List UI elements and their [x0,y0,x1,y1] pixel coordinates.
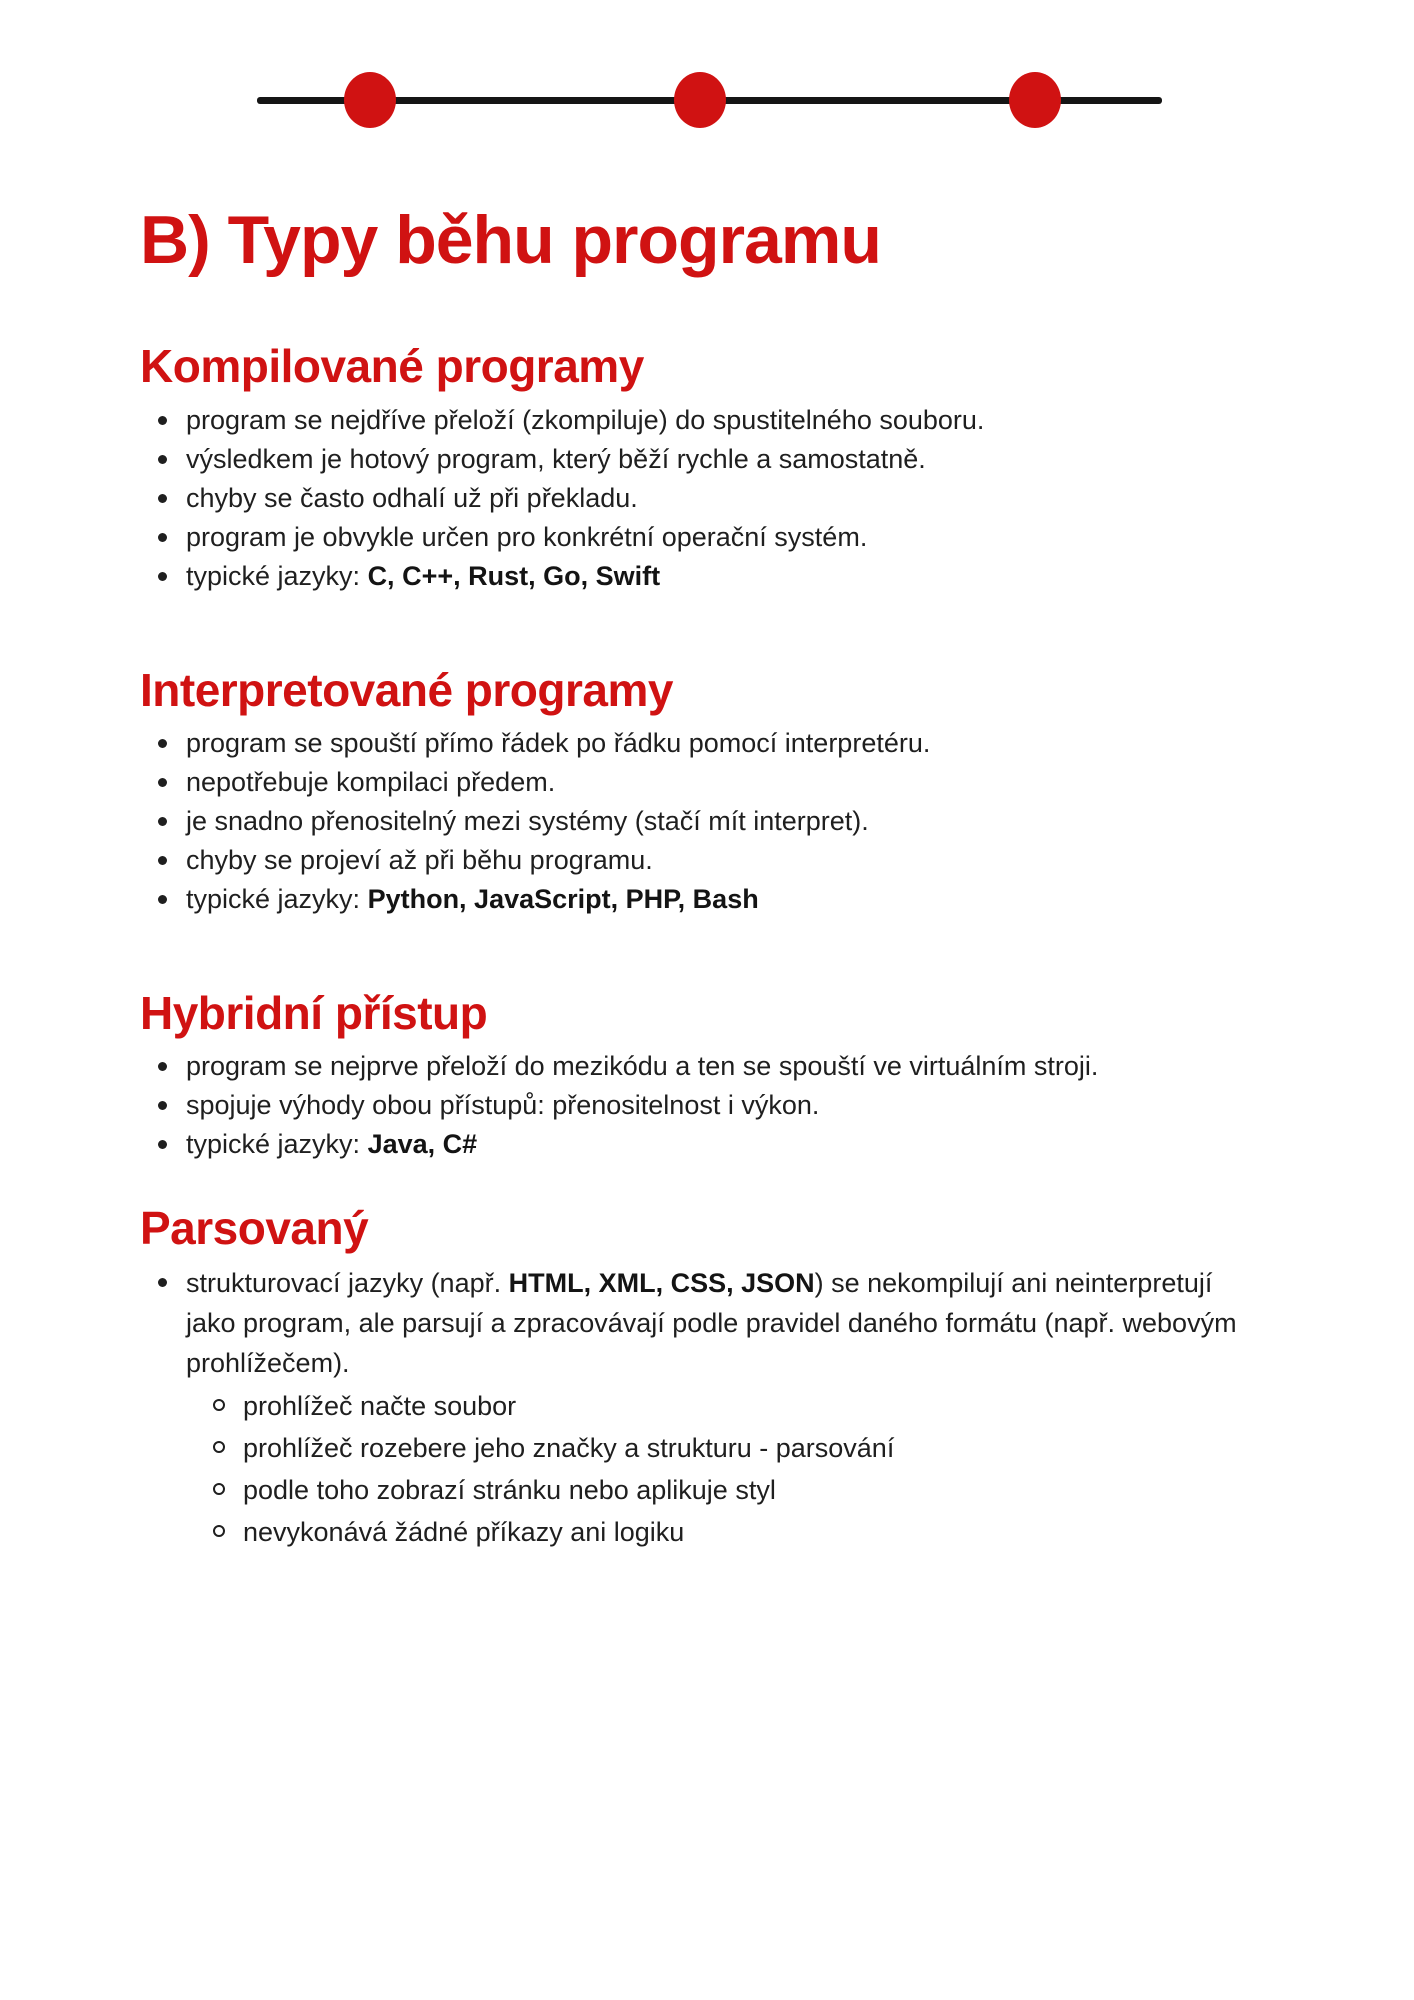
bullet-item: typické jazyky: C, C++, Rust, Go, Swift [140,557,1310,596]
bullet-list-hybridni [140,1047,1310,1164]
bullet-item: spojuje výhody obou přístupů: přenositelnost i výkon. [140,1086,1310,1125]
bullet-list-parsovany [140,1263,1310,1553]
typical-languages: Java, C# [367,1129,478,1160]
bullet-item: chyby se projeví až při běhu programu. [140,841,1310,880]
bullet-item: typické jazyky: Java, C# [140,1125,1310,1164]
typical-languages: Python, JavaScript, PHP, Bash [367,883,759,914]
bullet-list-interpretovane [140,724,1310,919]
bullet-item: program se nejprve přeloží do mezikódu a ten se spouští ve virtuálním stroji. [140,1047,1310,1086]
typical-languages: C, C++, Rust, Go, Swift [367,560,661,591]
timeline-red-dot [674,72,726,128]
section-heading-interpretovane: Interpretované programy [140,663,673,716]
sub-bullet-item: nevykonává žádné příkazy ani logiku [195,1511,1265,1553]
bullet-item: strukturovací jazyky (např. HTML, XML, CSS, JSON) se nekompilují ani neinterpretují jako program, ale parsují a zpracovávají podle pravidel daného formátu (např. webovým prohlížečem). prohlížeč načte soubor prohlížeč rozebere jeho značky a strukturu - parsování podle toho zobrazí stránku nebo aplikuje styl nevykonává žádné příkazy ani logiku [140,1263,1265,1553]
sub-bullet-item: podle toho zobrazí stránku nebo aplikuje styl [195,1469,1265,1511]
markup-languages: HTML, XML, CSS, JSON [508,1267,815,1298]
page-title: B) Typy běhu programu [140,202,881,278]
bullet-item: chyby se často odhalí už při překladu. [140,479,1310,518]
section-heading-parsovany: Parsovaný [140,1202,369,1255]
bullet-item: je snadno přenositelný mezi systémy (stačí mít interpret). [140,802,1310,841]
bullet-item: nepotřebuje kompilaci předem. [140,763,1310,802]
timeline-divider [0,0,1414,135]
bullet-item: výsledkem je hotový program, který běží rychle a samostatně. [140,440,1310,479]
page-content [140,135,1310,1553]
timeline-red-dot [1009,72,1061,128]
timeline-red-dot [344,72,396,128]
section-heading-hybridni: Hybridní přístup [140,986,488,1039]
bullet-item: program se spouští přímo řádek po řádku pomocí interpretéru. [140,724,1310,763]
sub-bullet-list [195,1385,1265,1553]
bullet-item: program je obvykle určen pro konkrétní operační systém. [140,518,1310,557]
bullet-item: program se nejdříve přeloží (zkompiluje) do spustitelného souboru. [140,401,1310,440]
sub-bullet-item: prohlížeč rozebere jeho značky a strukturu - parsování [195,1427,1265,1469]
section-heading-kompilovane: Kompilované programy [140,340,644,393]
bullet-list-kompilovane [140,401,1310,596]
bullet-item: typické jazyky: Python, JavaScript, PHP, Bash [140,880,1310,919]
sub-bullet-item: prohlížeč načte soubor [195,1385,1265,1427]
